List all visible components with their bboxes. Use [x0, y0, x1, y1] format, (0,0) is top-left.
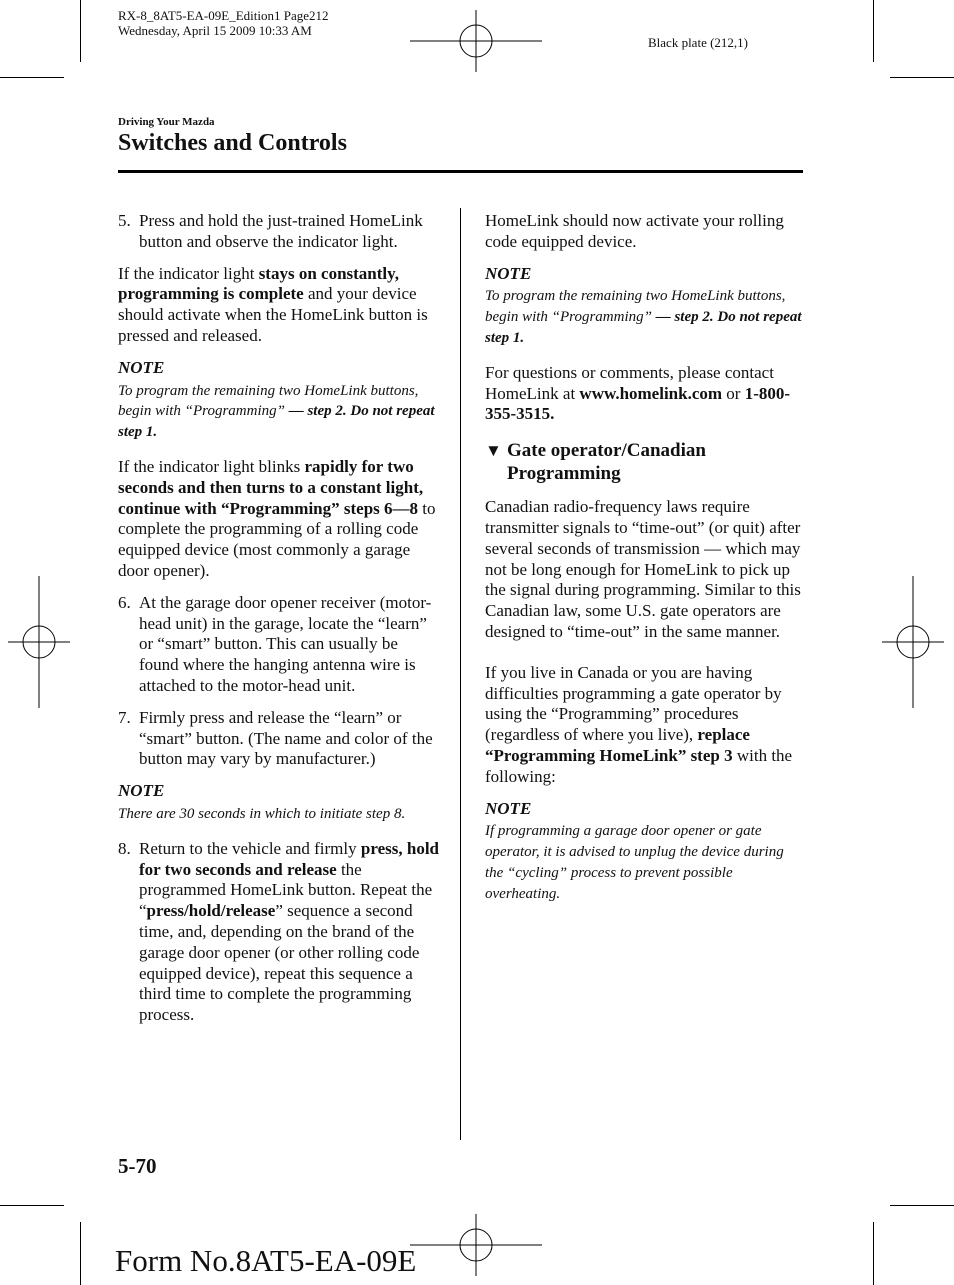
plate-info: Black plate (212,1)	[648, 35, 748, 50]
registration-mark-bottom	[410, 1214, 542, 1276]
section-label: Driving Your Mazda	[118, 116, 215, 128]
step-5: 5. Press and hold the just-trained HomeLink button and observe the indicator light.	[118, 211, 423, 251]
triangle-down-icon: ▼	[485, 441, 502, 461]
title-rule	[118, 170, 803, 173]
paragraph-contact: For questions or comments, please contact HomeLink at www.homelink.com or 1-800-355-3515.	[485, 362, 791, 424]
note-remaining-buttons: To program the remaining two HomeLink buttons, begin with “Programming” — step 2. Do not repeat step 1.	[118, 382, 435, 441]
paragraph-canadian-laws: Canadian radio-frequency laws require transmitter signals to “time-out” (or quit) after several seconds of transmission — which may not be long enough for HomeLink to pick up the signal during programming. Similar to this Canadian law, some U.S. gate operators are designed to “time-out” in the same manner.	[485, 497, 801, 641]
subheading-gate-operator: ▼ Gate operator/Canadian Programming	[485, 440, 706, 485]
step-7: 7. Firmly press and release the “learn” or “smart” button. (The name and color of the button may vary by manufacturer.)	[118, 707, 433, 769]
left-column	[118, 211, 440, 1037]
file-info-line1: RX-8_8AT5-EA-09E_Edition1 Page212	[118, 8, 329, 23]
registration-mark-left	[8, 576, 70, 708]
note-30-seconds: There are 30 seconds in which to initiate step 8.	[118, 805, 406, 822]
paragraph-replace-step: If you live in Canada or you are having difficulties programming a gate operator by using the “Programming” procedures (regardless of where you live), replace “Programming HomeLink” step 3 with the following:	[485, 662, 793, 786]
file-info	[118, 8, 329, 38]
form-number: Form No.8AT5-EA-09E	[115, 1243, 417, 1278]
registration-mark-top	[410, 10, 542, 72]
paragraph-indicator-on: If the indicator light stays on constantly, programming is complete and your device should activate when the HomeLink button is pressed and released.	[118, 263, 428, 345]
note-remaining-buttons: To program the remaining two HomeLink buttons, begin with “Programming” — step 2. Do not repeat step 1.	[485, 288, 802, 346]
paragraph-indicator-blinks: If the indicator light blinks rapidly for two seconds and then turns to a constant light, continue with “Programming” steps 6—8 to complete the programming of a rolling code equipped device (most commonly a garage door opener).	[118, 456, 436, 580]
paragraph-homelink-activate: HomeLink should now activate your rolling code equipped device.	[485, 211, 784, 251]
registration-mark-right	[882, 576, 944, 708]
note-heading: NOTE	[118, 781, 165, 801]
right-column	[485, 211, 805, 919]
note-heading: NOTE	[485, 798, 532, 818]
step-6: 6. At the garage door opener receiver (motor-head unit) in the garage, locate the “learn” or “smart” button. This can usually be found where the hanging antenna wire is attached to the motor-head unit.	[118, 592, 432, 695]
note-heading: NOTE	[118, 357, 165, 377]
file-info-line2: Wednesday, April 15 2009 10:33 AM	[118, 23, 312, 38]
page-number: 5-70	[118, 1154, 157, 1178]
step-8: 8. Return to the vehicle and firmly press, hold for two seconds and release the programmed HomeLink button. Repeat the “press/hold/release” sequence a second time, and, depending on the brand of the garage door opener (or other rolling code equipped device), repeat this sequence a third time to complete the programming process.	[118, 838, 439, 1025]
column-divider	[460, 208, 461, 1140]
note-heading: NOTE	[485, 263, 532, 283]
page-title: Switches and Controls	[118, 130, 347, 156]
note-unplug-device: If programming a garage door opener or gate operator, it is advised to unplug the device during the “cycling” process to prevent possible overheating.	[485, 823, 784, 902]
